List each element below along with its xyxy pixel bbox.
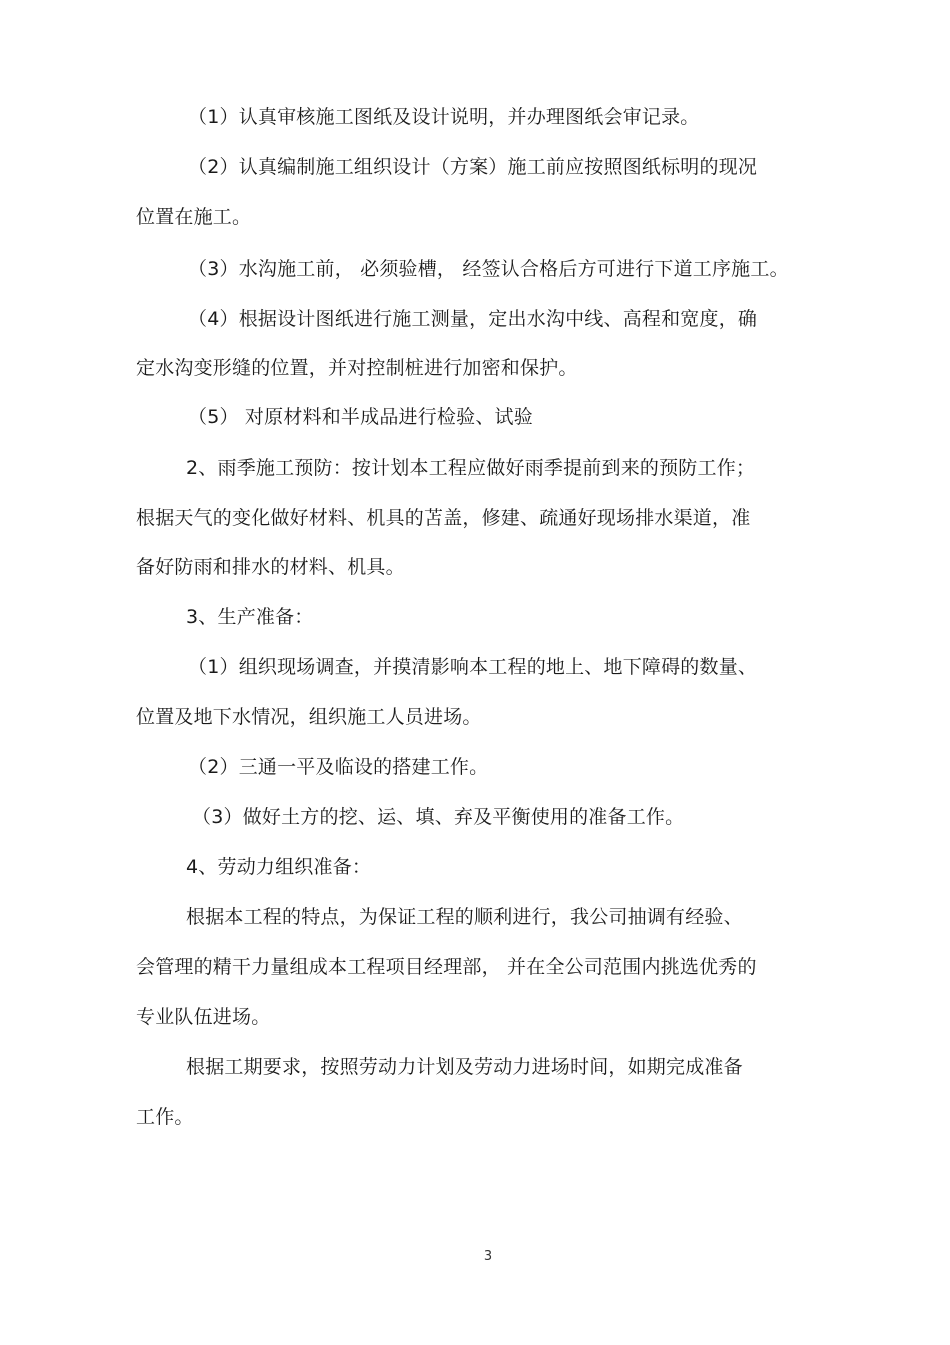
paragraph-line-13: 位置及地下水情况，组织施工人员进场。 xyxy=(136,706,482,728)
paragraph-line-21: 工作。 xyxy=(136,1106,194,1128)
section-heading-production: 3、生产准备： xyxy=(186,606,314,628)
paragraph-line-10: 备好防雨和排水的材料、机具。 xyxy=(136,556,405,578)
paragraph-line-14: （2）三通一平及临设的搭建工作。 xyxy=(188,756,489,778)
paragraph-line-6: 定水沟变形缝的位置，并对控制桩进行加密和保护。 xyxy=(136,357,578,379)
paragraph-line-12: （1）组织现场调查，并摸清影响本工程的地上、地下障碍的数量、 xyxy=(188,656,758,678)
paragraph-line-20: 根据工期要求，按照劳动力计划及劳动力进场时间，如期完成准备 xyxy=(186,1056,743,1078)
paragraph-line-4: （3）水沟施工前， 必须验槽， 经签认合格后方可进行下道工序施工。 xyxy=(188,258,789,280)
paragraph-line-9: 根据天气的变化做好材料、机具的苫盖，修建、疏通好现场排水渠道，准 xyxy=(136,507,751,529)
section-heading-labor: 4、劳动力组织准备： xyxy=(186,856,372,878)
paragraph-line-19: 专业队伍进场。 xyxy=(136,1006,271,1028)
paragraph-line-18: 会管理的精干力量组成本工程项目经理部， 并在全公司范围内挑选优秀的 xyxy=(136,956,757,978)
paragraph-line-2: （2）认真编制施工组织设计（方案）施工前应按照图纸标明的现况 xyxy=(188,156,758,178)
paragraph-line-7: （5） 对原材料和半成品进行检验、试验 xyxy=(188,406,533,428)
paragraph-line-3: 位置在施工。 xyxy=(136,206,252,228)
page-number: 3 xyxy=(483,1249,493,1264)
paragraph-line-15: （3）做好土方的挖、运、填、弃及平衡使用的准备工作。 xyxy=(192,806,685,828)
paragraph-line-8: 2、雨季施工预防：按计划本工程应做好雨季提前到来的预防工作； xyxy=(186,457,756,479)
paragraph-line-1: （1）认真审核施工图纸及设计说明，并办理图纸会审记录。 xyxy=(188,106,700,128)
paragraph-line-17: 根据本工程的特点，为保证工程的顺利进行，我公司抽调有经验、 xyxy=(186,906,743,928)
paragraph-line-5: （4）根据设计图纸进行施工测量，定出水沟中线、高程和宽度，确 xyxy=(188,308,758,330)
